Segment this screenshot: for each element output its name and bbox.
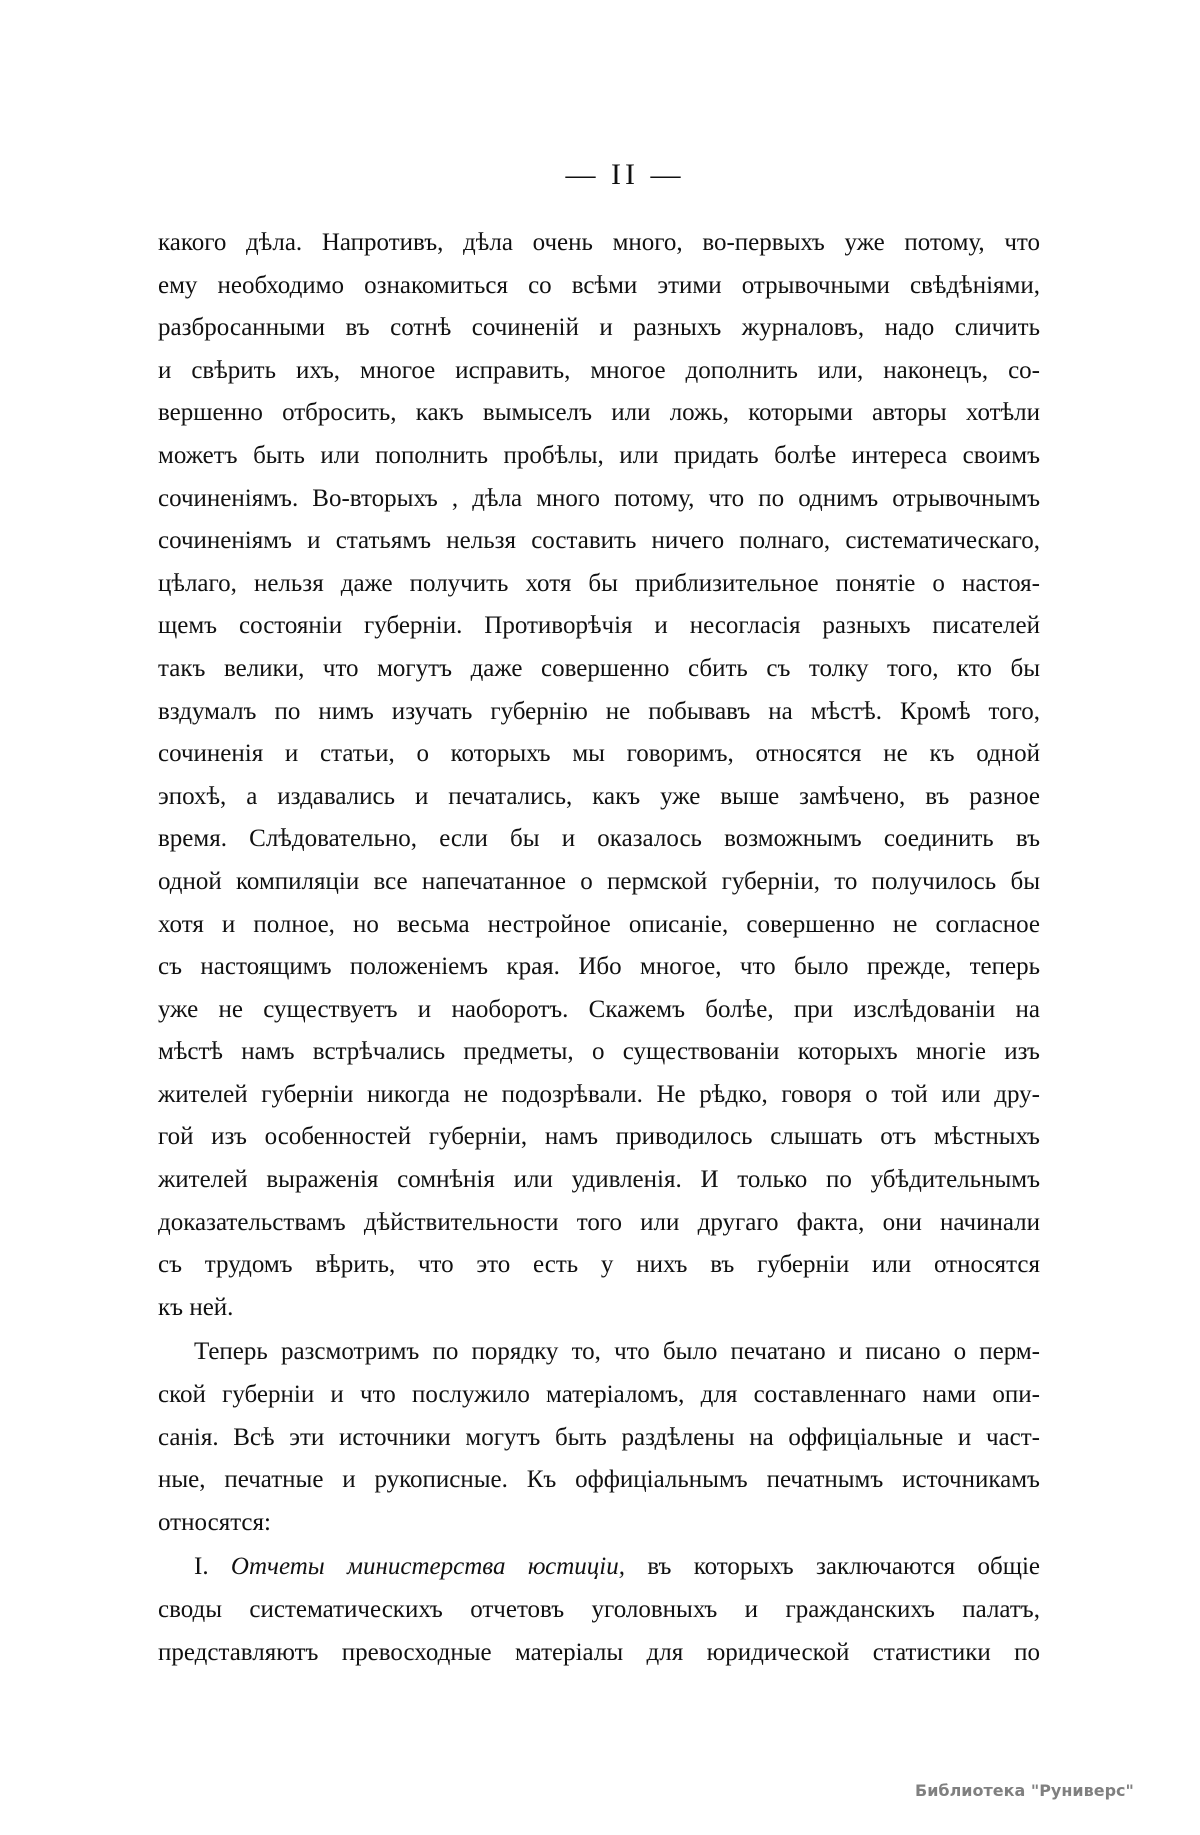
- text-line: относятся:: [158, 1508, 271, 1536]
- text-line: доказательствамъ дѣйствительности того или другаго факта, они начинали: [158, 1208, 1040, 1236]
- text-line: Теперь разсмотримъ по порядку то, что было печатано и писано о перм-: [194, 1338, 1040, 1366]
- text-line: жителей губерніи никогда не подозрѣвали. Не рѣдко, говоря о той или дру-: [158, 1080, 1040, 1108]
- text-line: вздумалъ по нимъ изучать губернію не побывавъ на мѣстѣ. Кромѣ того,: [158, 697, 1040, 725]
- text-line: ему необходимо ознакомиться со всѣми этими отрывочными свѣдѣніями,: [158, 271, 1040, 299]
- text-line: сочиненія и статьи, о которыхъ мы говоримъ, относятся не къ одной: [158, 740, 1040, 768]
- text-line: хотя и полное, но весьма нестройное описаніе, совершенно не согласное: [158, 910, 1040, 938]
- paragraph-3: [158, 1546, 1040, 1674]
- paragraph-1: [158, 222, 1040, 1329]
- text-line: какого дѣла. Напротивъ, дѣла очень много, во-первыхъ уже потому, что: [158, 229, 1040, 256]
- text-line: одной компиляціи все напечатанное о пермской губерніи, то получилось бы: [158, 867, 1040, 895]
- text-line: санія. Всѣ эти источники могутъ быть раздѣлены на оффиціальные и част-: [158, 1423, 1040, 1451]
- text-line: сочиненіямъ и статьямъ нельзя составить ничего полнаго, систематическаго,: [158, 527, 1040, 555]
- item-number: I.: [194, 1553, 209, 1581]
- text-line: [158, 1546, 1040, 1589]
- text-line: время. Слѣдовательно, если бы и оказалось возможнымъ соединить въ: [158, 825, 1040, 853]
- paragraph-2: [158, 1331, 1040, 1544]
- text-line: съ трудомъ вѣрить, что это есть у нихъ въ губерніи или относятся: [158, 1251, 1040, 1279]
- body-text: [158, 222, 1040, 1674]
- text-line: жителей выраженія сомнѣнія или удивленія. И только по убѣдительнымъ: [158, 1166, 1040, 1194]
- text-line: вершенно отбросить, какъ вымыселъ или ложь, которыми авторы хотѣли: [158, 399, 1040, 427]
- text-line: и свѣрить ихъ, многое исправить, многое дополнить или, наконецъ, со-: [158, 356, 1040, 384]
- text-line: представляютъ превосходные матеріалы для юридической статистики по: [158, 1638, 1040, 1666]
- line-rest: въ которыхъ заключаются общіе: [647, 1553, 1041, 1581]
- library-watermark: Библиотека "Руниверс": [915, 1781, 1134, 1800]
- text-line: сочиненіямъ. Во-вторыхъ , дѣла много потому, что по однимъ отрывочнымъ: [158, 484, 1040, 512]
- text-line: можетъ быть или пополнить пробѣлы, или придать болѣе интереса своимъ: [158, 441, 1040, 469]
- text-line: эпохѣ, а издавались и печатались, какъ уже выше замѣчено, въ разное: [158, 782, 1040, 810]
- text-line: разбросанными въ сотнѣ сочиненій и разныхъ журналовъ, надо сличить: [158, 314, 1040, 342]
- text-line: къ ней.: [158, 1293, 234, 1321]
- text-line: гой изъ особенностей губерніи, намъ приводилось слышать отъ мѣстныхъ: [158, 1123, 1040, 1151]
- page-number: — II —: [565, 158, 685, 191]
- text-line: съ настоящимъ положеніемъ края. Ибо многое, что было прежде, теперь: [158, 953, 1040, 981]
- italic-title: Отчеты министерства юстиціи,: [230, 1553, 625, 1581]
- text-line: ской губерніи и что послужило матеріаломъ, для составленнаго нами опи-: [158, 1381, 1040, 1409]
- text-line: щемъ состояніи губерніи. Противорѣчія и несогласія разныхъ писателей: [158, 612, 1040, 640]
- text-line: ные, печатные и рукописные. Къ оффиціальнымъ печатнымъ источникамъ: [158, 1466, 1040, 1494]
- text-line: своды систематическихъ отчетовъ уголовныхъ и гражданскихъ палатъ,: [158, 1596, 1040, 1623]
- text-line: цѣлаго, нельзя даже получить хотя бы приблизительное понятіе о настоя-: [158, 569, 1040, 597]
- text-line: такъ велики, что могутъ даже совершенно сбить съ толку того, кто бы: [158, 654, 1040, 682]
- text-line: уже не существуетъ и наоборотъ. Скажемъ болѣе, при изслѣдованіи на: [158, 995, 1040, 1023]
- text-line: мѣстѣ намъ встрѣчались предметы, о существованіи которыхъ многіе изъ: [158, 1038, 1040, 1066]
